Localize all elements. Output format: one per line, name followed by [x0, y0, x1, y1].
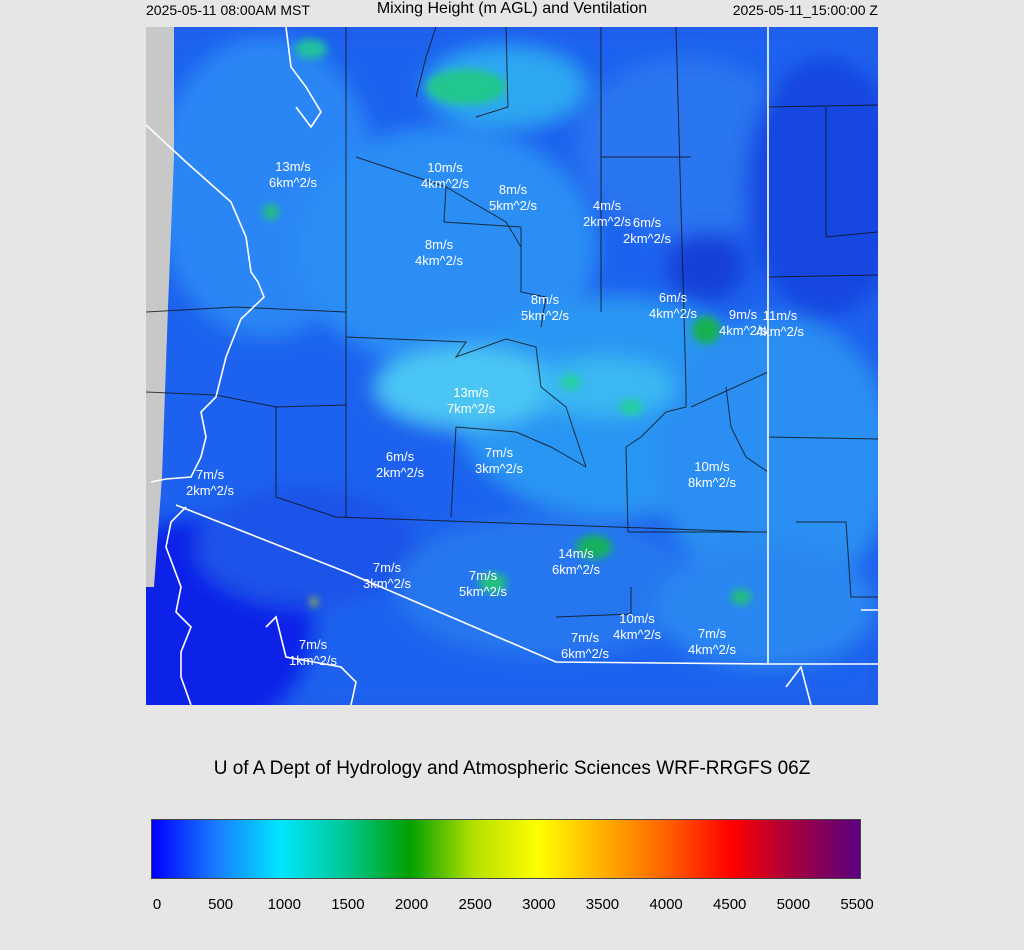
ventilation: 4km^2/s: [420, 176, 470, 191]
colorbar-tick-label: 1000: [267, 896, 301, 913]
station-label: [186, 467, 234, 499]
station-label: [475, 445, 523, 477]
colorbar-tick-label: 500: [208, 896, 234, 913]
station-label: [447, 385, 495, 417]
ventilation: 2km^2/s: [582, 214, 632, 229]
ventilation: 4km^2/s: [755, 324, 805, 339]
ventilation: 6km^2/s: [268, 175, 318, 190]
wind-speed: 8m/s: [530, 292, 560, 307]
colorbar-tick-label: 2000: [394, 896, 429, 913]
ventilation: 6km^2/s: [560, 646, 610, 661]
wind-speed: 7m/s: [697, 626, 727, 641]
station-label: [561, 630, 609, 662]
wind-speed: 7m/s: [298, 637, 328, 652]
ventilation: 5km^2/s: [488, 198, 538, 213]
local-time-label: 2025-05-11 08:00AM MST: [146, 2, 310, 18]
wind-speed: 14m/s: [558, 546, 594, 561]
wind-speed: 11m/s: [762, 308, 798, 323]
ventilation: 5km^2/s: [520, 308, 570, 323]
colorbar-tick-label: 1500: [331, 896, 365, 913]
station-label: [649, 290, 697, 322]
utc-time-label: 2025-05-11_15:00:00 Z: [732, 2, 878, 18]
map-field: [146, 27, 878, 705]
ventilation: 1km^2/s: [288, 653, 338, 668]
wind-speed: 6m/s: [385, 449, 415, 464]
ventilation: 8km^2/s: [687, 475, 737, 490]
wind-speed: 7m/s: [570, 630, 600, 645]
wind-speed: 7m/s: [468, 568, 498, 583]
ventilation: 4km^2/s: [648, 306, 698, 321]
ventilation: 6km^2/s: [551, 562, 601, 577]
station-label: [415, 237, 463, 269]
station-label: [688, 459, 736, 491]
ventilation: 5km^2/s: [458, 584, 508, 599]
wind-speed: 9m/s: [728, 307, 758, 322]
station-label: [421, 160, 469, 192]
wind-speed: 8m/s: [498, 182, 528, 197]
wind-speed: 7m/s: [195, 467, 225, 482]
ventilation: 4km^2/s: [687, 642, 737, 657]
ventilation: 3km^2/s: [474, 461, 524, 476]
wind-speed: 7m/s: [372, 560, 402, 575]
ventilation: 2km^2/s: [185, 483, 235, 498]
colorbar-tick-label: 3500: [585, 896, 620, 913]
station-label: [489, 182, 537, 214]
wind-speed: 8m/s: [424, 237, 454, 252]
colorbar: [151, 819, 861, 879]
colorbar-tick-label: 5500: [840, 896, 874, 913]
wind-speed: 6m/s: [632, 215, 662, 230]
ventilation: 2km^2/s: [375, 465, 425, 480]
station-label: [363, 560, 411, 592]
station-label: [688, 626, 736, 658]
station-label: [376, 449, 424, 481]
wind-speed: 10m/s: [427, 160, 463, 175]
wind-speed: 4m/s: [592, 198, 622, 213]
ventilation: 4km^2/s: [414, 253, 464, 268]
colorbar-tick-label: 4500: [713, 896, 747, 913]
colorbar-tick-label: 2500: [458, 896, 492, 913]
colorbar-tick-label: 5000: [776, 896, 811, 913]
station-label: [552, 546, 600, 578]
ventilation: 7km^2/s: [446, 401, 496, 416]
wind-speed: 7m/s: [484, 445, 514, 460]
ventilation: 3km^2/s: [362, 576, 412, 591]
colorbar-tick-label: 0: [152, 896, 162, 913]
station-label: [459, 568, 507, 600]
station-label: [289, 637, 337, 669]
station-label: [269, 159, 317, 191]
wind-speed: 13m/s: [453, 385, 489, 400]
ventilation: 2km^2/s: [622, 231, 672, 246]
wind-speed: 13m/s: [275, 159, 311, 174]
credit-line: U of A Dept of Hydrology and Atmospheric Sciences WRF-RRGFS 06Z: [213, 758, 811, 779]
wind-speed: 10m/s: [694, 459, 730, 474]
ventilation: 4km^2/s: [612, 627, 662, 642]
ventilation: 4km^2/s: [718, 323, 768, 338]
station-label: [623, 215, 671, 247]
station-label: [613, 611, 661, 643]
station-label: [756, 308, 804, 340]
wind-speed: 10m/s: [619, 611, 655, 626]
wind-speed: 6m/s: [658, 290, 688, 305]
mixing-height-map: [146, 27, 878, 705]
station-label: [521, 292, 569, 324]
map-title: Mixing Height (m AGL) and Ventilation: [376, 0, 648, 17]
colorbar-tick-label: 3000: [522, 896, 556, 913]
colorbar-tick-label: 4000: [649, 896, 683, 913]
